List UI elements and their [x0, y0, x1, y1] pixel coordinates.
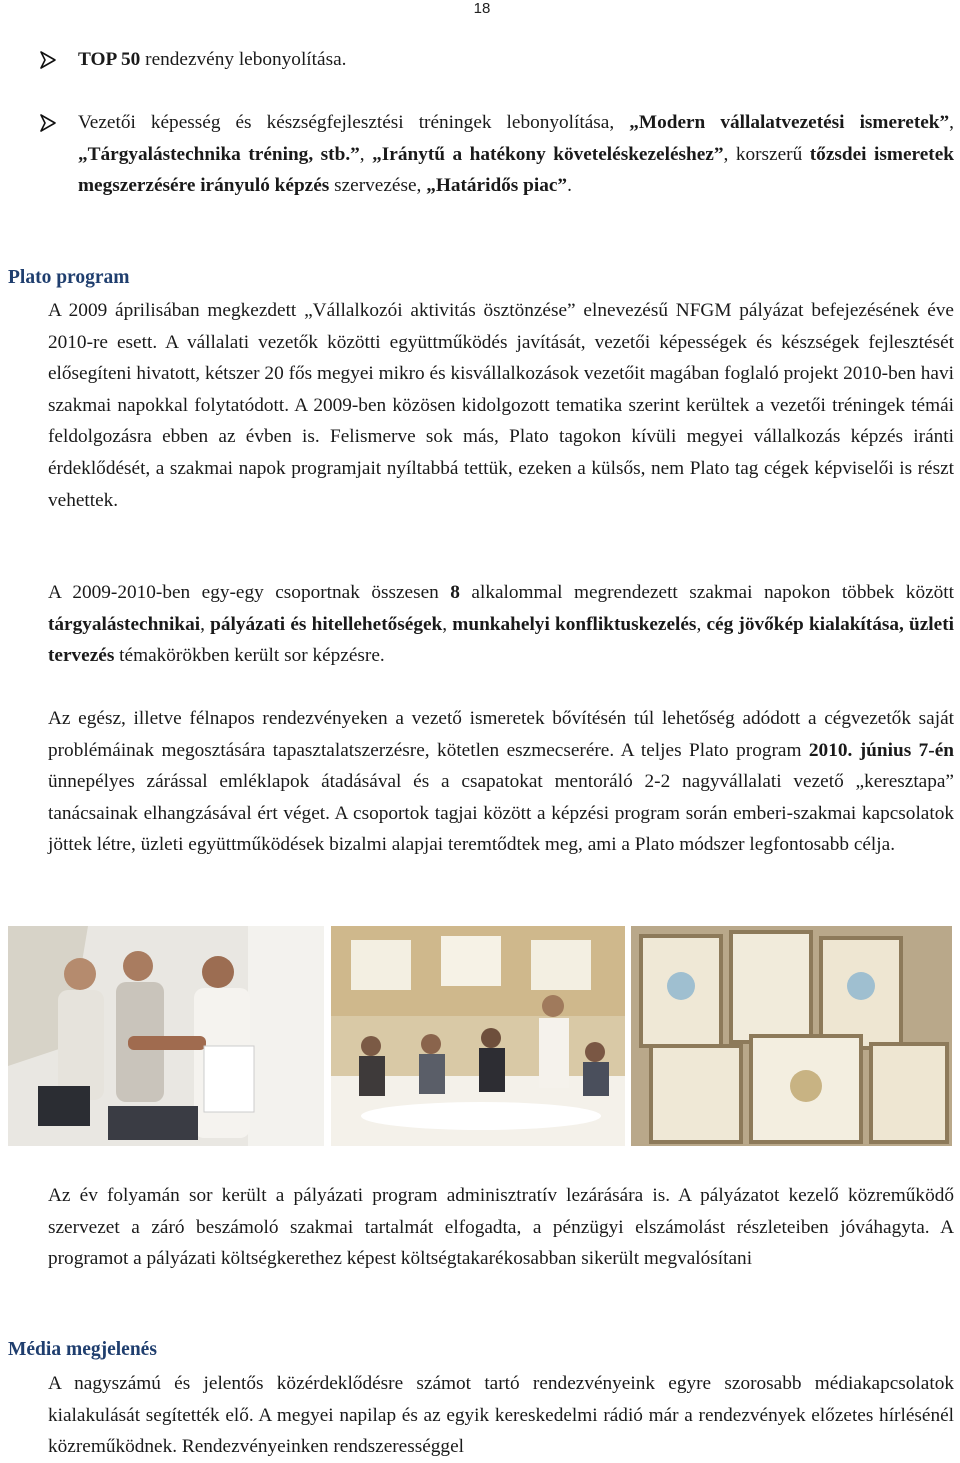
- certificates-photo: [631, 926, 952, 1146]
- paragraph: A 2009 áprilisában megkezdett „Vállalkozói aktivitás ösztönzése” elnevezésű NFGM pályázat befejezésének éve 2010-re esett. A vállalati vezetők közötti együttműködés javítását, vezetői képességek és készségek fejlesztését elősegíteni hivatott, kétszer 20 fős megyei mikro és kisvállalkozások vezetőit magában foglaló projekt 2010-ben havi szakmai napokkal folytatódott. A 2009-ben közösen kidolgozott tematika szerint kerültek a vezetői tréningek témái feldolgozásra ebben az évben is. Felismerve sok más, Plato tagokon kívüli megyei vállalkozás képzés iránti érdeklődését, a szakmai napok programjait nyíltabbá tettük, ezeken a külsős, nem Plato tag cégek képviselői is részt vehettek.: [48, 300, 954, 511]
- bullet-text: TOP 50 rendezvény lebonyolítása.: [78, 49, 347, 70]
- paragraph: A 2009-2010-ben egy-egy csoportnak összesen 8 alkalommal megrendezett szakmai napokon többek között tárgyalástechnikai, pályázati és hitellehetőségek, munkahelyi konfliktuskezelés, cég jövőkép kialakítása, üzleti tervezés témakörökben került sor képzésre.: [48, 582, 954, 667]
- section-heading-media: Média megjelenés: [8, 1339, 157, 1360]
- handshake-photo: [8, 926, 324, 1146]
- bullet-item: [38, 44, 954, 76]
- bullet-item: [38, 107, 954, 202]
- page-number: 18: [473, 0, 491, 17]
- paragraph: Az év folyamán sor került a pályázati program adminisztratív lezárására is. A pályázatot kezelő közreműködő szervezet a záró beszámoló szakmai tartalmát elfogadta, a pénzügyi elszámolást részleteiben jóváhagyta. A programot a pályázati költségkerethez képest költségtakarékosabban sikerült megvalósítani: [48, 1185, 954, 1270]
- arrow-bullet-icon: [38, 107, 68, 133]
- bullet-text: Vezetői képesség és készségfejlesztési tréningek lebonyolítása, „Modern vállalatvezetési ismeretek”, „Tárgyalástechnika tréning, stb.”, „Iránytű a hatékony követeléskezeléshez”, korszerű tőzsdei ismeretek megszerzésére irányuló képzés szervezése, „Határidős piac”.: [78, 112, 954, 197]
- section-heading-plato: Plato program: [8, 267, 130, 288]
- arrow-bullet-icon: [38, 44, 68, 70]
- meeting-room-photo: [331, 926, 625, 1146]
- paragraph: Az egész, illetve félnapos rendezvényeken a vezető ismeretek bővítésén túl lehetőség adódott a cégvezetők saját problémáinak megosztására tapasztalatszerzésre, kötetlen eszmecserére. A teljes Plato program 2010. június 7-én ünnepélyes zárással emléklapok átadásával és a csapatokat mentoráló 2-2 nagyvállalati vezető „keresztapa” tanácsainak elhangzásával ért véget. A csoportok tagjai között a képzési program során emberi-szakmai kapcsolatok jöttek létre, üzleti együttműködések bizalmi alapjai teremtődtek meg, ami a Plato módszer legfontosabb célja.: [48, 708, 954, 856]
- paragraph: A nagyszámú és jelentős közérdeklődésre számot tartó rendezvényeink egyre szorosabb médiakapcsolatok kialakulását segítették elő. A megyei napilap és az egyik kereskedelmi rádió már a rendezvények előzetes hírlésénél közreműködnek. Rendezvényeinken rendszerességgel: [48, 1373, 954, 1458]
